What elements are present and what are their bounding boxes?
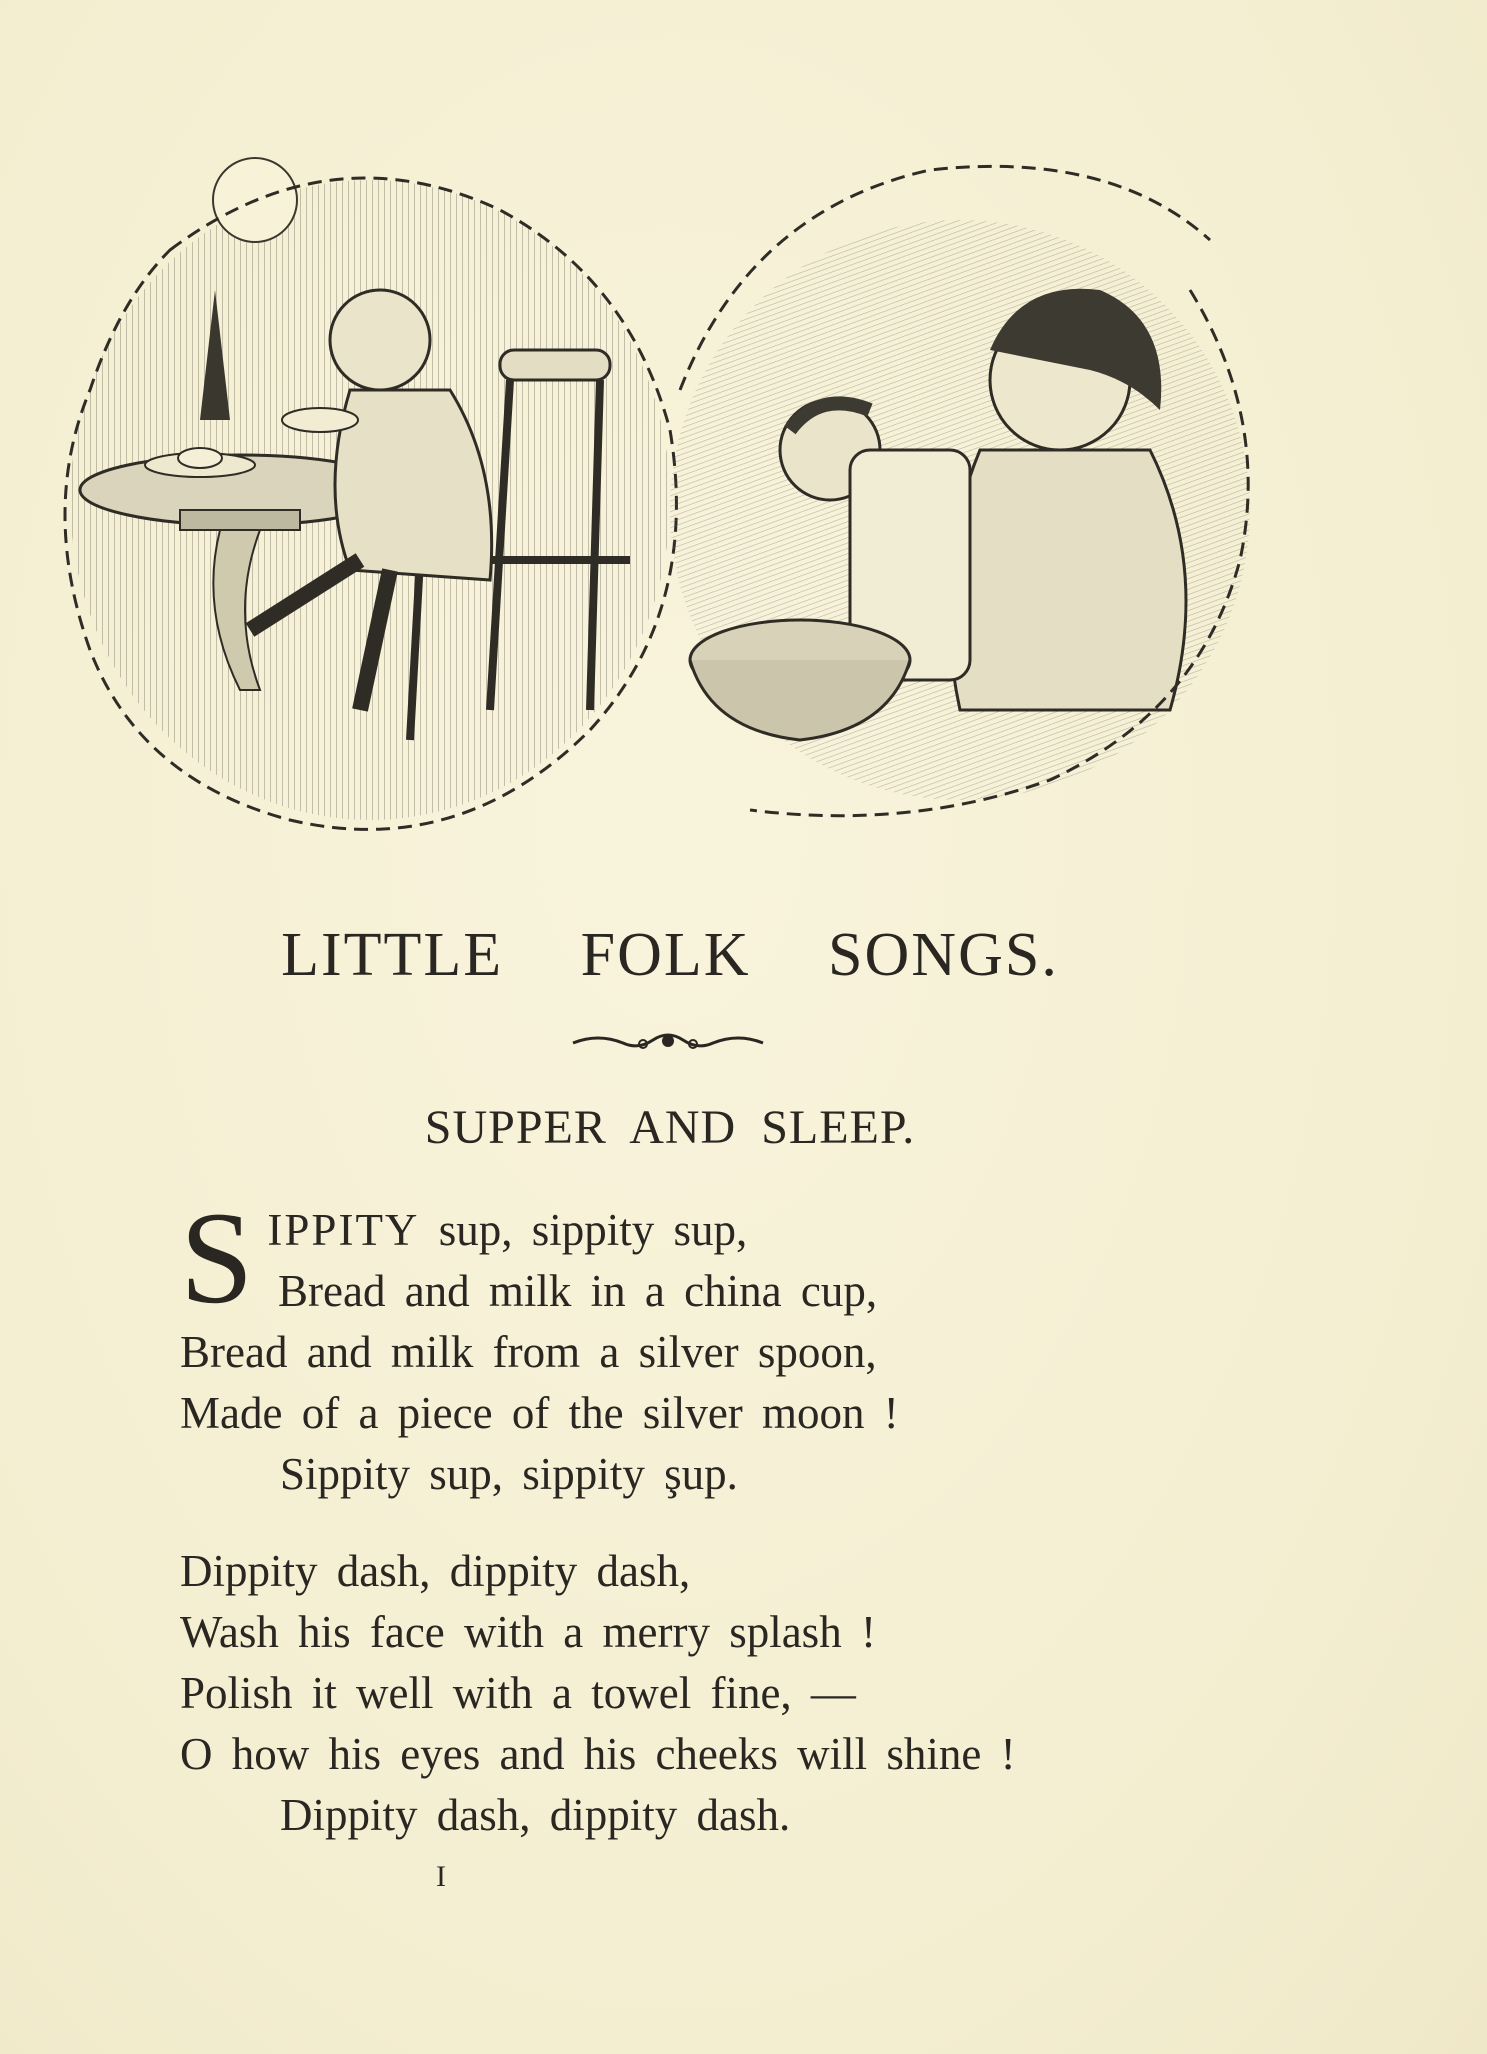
poem (180, 1184, 1280, 1882)
poem-first-word: IPPITY (267, 1205, 420, 1255)
poem-line: Polish it well with a towel fine, — (180, 1668, 856, 1718)
poem-line: Bread and milk in a china cup, (278, 1266, 878, 1316)
page-title: LITTLE FOLK SONGS. (281, 921, 1059, 989)
mother-washing-child-icon (670, 166, 1250, 815)
poem-line (180, 1200, 1280, 1261)
poem-title: SUPPER AND SLEEP. (424, 1101, 916, 1154)
poem-line: Bread and milk from a silver spoon, (180, 1327, 877, 1377)
poem-line: Dippity dash, dippity dash, (180, 1546, 691, 1596)
poem-line: O how his eyes and his cheeks will shine ! (180, 1729, 1016, 1779)
poem-line: Dippity dash, dippity dash. (280, 1790, 791, 1840)
flourish-ornament-icon (568, 1028, 768, 1058)
drop-cap: S (180, 1184, 254, 1331)
poem-line: Sippity sup, sippity şup. (280, 1449, 738, 1499)
stanza-2 (180, 1541, 1280, 1846)
page-number: I (436, 1860, 446, 1893)
vignette-illustration (30, 90, 1300, 890)
poem-line: Made of a piece of the silver moon ! (180, 1388, 899, 1438)
child-eating-supper-icon (65, 158, 676, 829)
poem-line: Wash his face with a merry splash ! (180, 1607, 876, 1657)
stanza-1 (180, 1184, 1280, 1505)
poem-line-rest: sup, sippity sup, (419, 1205, 748, 1255)
